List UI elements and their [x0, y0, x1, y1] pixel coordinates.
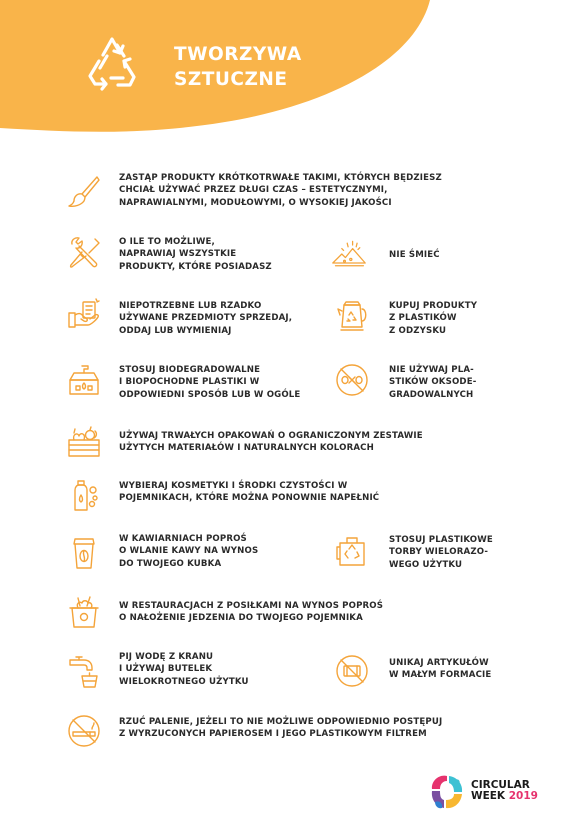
title-line-2: SZTUCZNE: [174, 69, 288, 90]
soap-bottle-icon: [66, 478, 102, 514]
page-title: [174, 42, 302, 92]
tip-small-formats: UNIKAJ ARTYKUŁÓW W MAŁYM FORMACIE: [389, 658, 492, 681]
no-oxo-icon: [334, 362, 370, 398]
tip-recycled-products: KUPUJ PRODUKTY Z PLASTIKÓW Z ODZYSKU: [389, 301, 478, 336]
tip-refill-cosmetics: WYBIERAJ KOSMETYKI I ŚRODKI CZYSTOŚCI W POJEMNIKACH, KTÓRE MOŻNA PONOWNIE NAPEŁNIĆ: [119, 481, 380, 504]
produce-crate-icon: [66, 424, 102, 460]
recycled-kettle-icon: [334, 297, 370, 333]
tip-sell-exchange: NIEPOTRZEBNE LUB RZADKO UŻYWANE PRZEDMIOTY SPRZEDAJ, ODDAJ LUB WYMIENIAJ: [119, 301, 293, 336]
title-line-1: TWORZYWA: [174, 44, 302, 65]
recycle-icon: [76, 29, 148, 101]
brand-name: [471, 780, 538, 802]
tip-biodegradable: STOSUJ BIODEGRADOWALNE I BIOPOCHODNE PLASTIKI W ODPOWIEDNI SPOSÓB LUB W OGÓLE: [119, 365, 301, 400]
takeaway-box-icon: [66, 595, 102, 631]
tools-icon: [67, 235, 103, 271]
tip-quit-smoking: RZUĆ PALENIE, JEŻELI TO NIE MOŻLIWE ODPOWIEDNIO POSTĘPUJ Z WYRZUCONYCH PAPIEROSEM I JEGO PLASTIKOWYM FILTREM: [119, 717, 443, 740]
no-smoking-icon: [66, 713, 102, 749]
water-tap-icon: [66, 654, 102, 690]
tip-no-litter: NIE ŚMIEĆ: [389, 250, 440, 260]
circular-week-logo: [427, 772, 467, 812]
coffee-cup-icon: [66, 535, 102, 571]
exchange-hand-icon: [66, 297, 102, 333]
bio-plant-icon: [66, 362, 102, 398]
tip-own-container: W RESTAURACJACH Z POSIŁKAMI NA WYNOS POPROŚ O NAŁOŻENIE JEDZENIA DO TWOJEGO POJEMNIKA: [119, 601, 384, 624]
brand-line-1: CIRCULAR: [471, 779, 530, 791]
litter-landscape-icon: [331, 236, 367, 272]
no-small-format-icon: [334, 653, 370, 689]
brand-line-2: WEEK: [471, 790, 506, 802]
tip-durable-packaging: UŻYWAJ TRWAŁYCH OPAKOWAŃ O OGRANICZONYM ZESTAWIE UŻYTYCH MATERIAŁÓW I NATURALNYCH KOLORACH: [119, 431, 423, 454]
brand-year: 2019: [508, 790, 538, 802]
tip-reusable-bags: STOSUJ PLASTIKOWE TORBY WIELORAZO- WEGO UŻYTKU: [389, 535, 493, 570]
tip-tap-water: PIJ WODĘ Z KRANU I UŻYWAJ BUTELEK WIELOKROTNEGO UŻYTKU: [119, 652, 249, 687]
paintbrush-icon: [66, 173, 102, 209]
tip-own-cup: W KAWIARNIACH POPROŚ O WLANIE KAWY NA WYNOS DO TWOJEGO KUBKA: [119, 534, 259, 569]
reusable-bag-icon: [334, 533, 370, 569]
tip-repair: O ILE TO MOŻLIWE, NAPRAWIAJ WSZYSTKIE PRODUKTY, KTÓRE POSIADASZ: [119, 237, 272, 272]
tip-replace-products: ZASTĄP PRODUKTY KRÓTKOTRWAŁE TAKIMI, KTÓRYCH BĘDZIESZ CHCIAŁ UŻYWAĆ PRZEZ DŁUGI CZAS – ESTETYCZNYMI, NAPRAWIALNYMI, MODUŁOWYMI, O WYSOKIEJ JAKOŚCI: [119, 173, 442, 208]
tip-no-oxo: NIE UŻYWAJ PLA- STIKÓW OKSODE- GRADOWALNYCH: [389, 365, 477, 400]
